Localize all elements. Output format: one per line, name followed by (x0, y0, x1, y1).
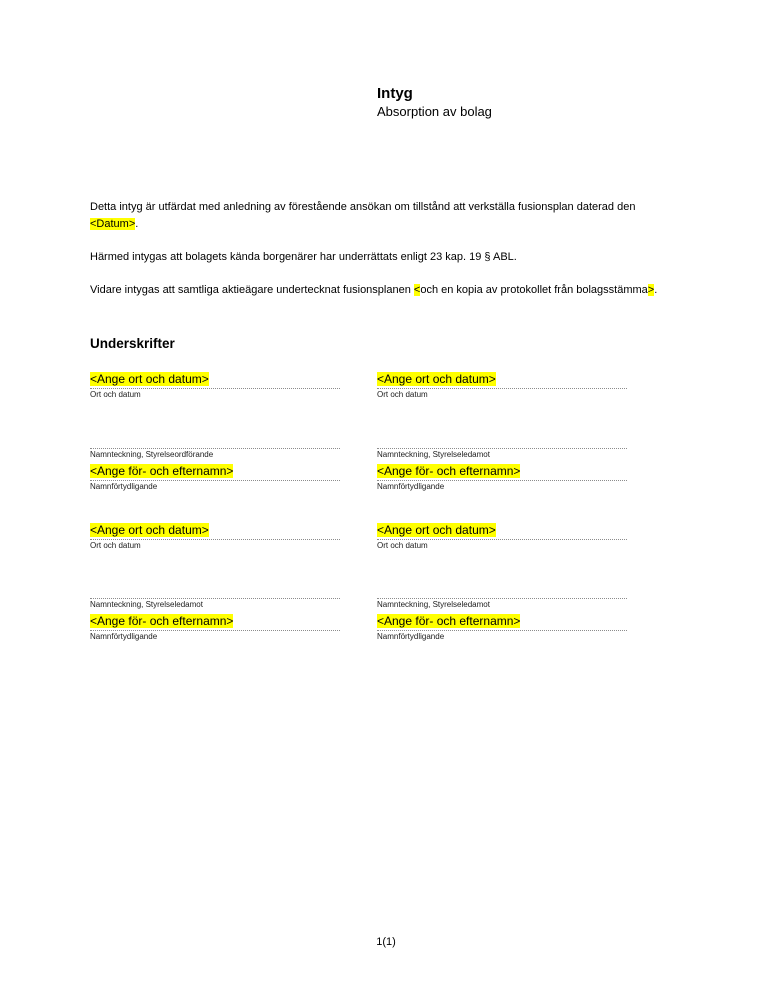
paragraph-fusionsplan (90, 199, 662, 232)
optional-close-bracket[interactable]: > (647, 284, 655, 296)
signature-field-ort-datum-2-left (90, 522, 340, 551)
signature-line (377, 371, 627, 389)
field-label: Namnteckning, Styrelseledamot (90, 600, 203, 609)
placeholder-datum[interactable]: <Datum> (90, 217, 136, 230)
placeholder-namn[interactable]: <Ange för- och efternamn> (90, 614, 234, 628)
placeholder-ort-datum[interactable]: <Ange ort och datum> (377, 523, 496, 537)
placeholder-namn[interactable]: <Ange för- och efternamn> (90, 464, 234, 478)
field-label: Ort och datum (377, 541, 428, 550)
field-label: Ort och datum (90, 390, 141, 399)
signature-field-ort-datum-1-right (377, 371, 627, 400)
page-number: 1(1) (376, 936, 396, 948)
signatures-heading: Underskrifter (90, 336, 175, 351)
signature-field-ort-datum-1-left (90, 371, 340, 400)
paragraph-borgenarer: Härmed intygas att bolagets kända borgenärer har underrättats enligt 23 kap. 19 § ABL. (90, 251, 517, 263)
field-label: Namnteckning, Styrelseordförande (90, 450, 214, 459)
field-label: Ort och datum (377, 390, 428, 399)
placeholder-namn[interactable]: <Ange för- och efternamn> (377, 614, 521, 628)
field-label: Namnförtydligande (377, 632, 445, 641)
paragraph-text: Detta intyg är utfärdat med anledning av förestående ansökan om tillstånd att verkställa fusionsplan daterad den (90, 201, 636, 213)
signature-field-namnteckning-ledamot-2 (90, 598, 340, 642)
signature-line (377, 463, 627, 481)
optional-open-bracket[interactable]: < (413, 284, 421, 296)
field-label: Namnförtydligande (90, 482, 158, 491)
placeholder-ort-datum[interactable]: <Ange ort och datum> (90, 523, 209, 537)
signature-line (377, 522, 627, 540)
paragraph-text: och en kopia av protokollet från bolagsstämma (420, 284, 648, 296)
placeholder-namn[interactable]: <Ange för- och efternamn> (377, 464, 521, 478)
signature-field-namnteckning-ordforande (90, 448, 340, 492)
field-label: Namnförtydligande (377, 482, 445, 491)
signature-line (377, 613, 627, 631)
signature-line (90, 371, 340, 389)
signature-line (90, 463, 340, 481)
paragraph-text: Vidare intygas att samtliga aktieägare undertecknat fusionsplanen (90, 284, 414, 296)
field-label: Namnförtydligande (90, 632, 158, 641)
signature-field-ort-datum-2-right (377, 522, 627, 551)
paragraph-aktieagare (90, 282, 662, 299)
page-subtitle: Absorption av bolag (377, 104, 492, 119)
paragraph-text: . (135, 217, 139, 230)
signature-field-namnteckning-ledamot-3 (377, 598, 627, 642)
page-title: Intyg (377, 85, 413, 102)
field-label: Ort och datum (90, 541, 141, 550)
signature-field-namnteckning-ledamot-1 (377, 448, 627, 492)
signature-line (90, 613, 340, 631)
placeholder-ort-datum[interactable]: <Ange ort och datum> (377, 372, 496, 386)
field-label: Namnteckning, Styrelseledamot (377, 600, 490, 609)
placeholder-ort-datum[interactable]: <Ange ort och datum> (90, 372, 209, 386)
paragraph-text: . (654, 284, 658, 296)
signature-line (90, 522, 340, 540)
field-label: Namnteckning, Styrelseledamot (377, 450, 490, 459)
title-block (377, 84, 492, 120)
